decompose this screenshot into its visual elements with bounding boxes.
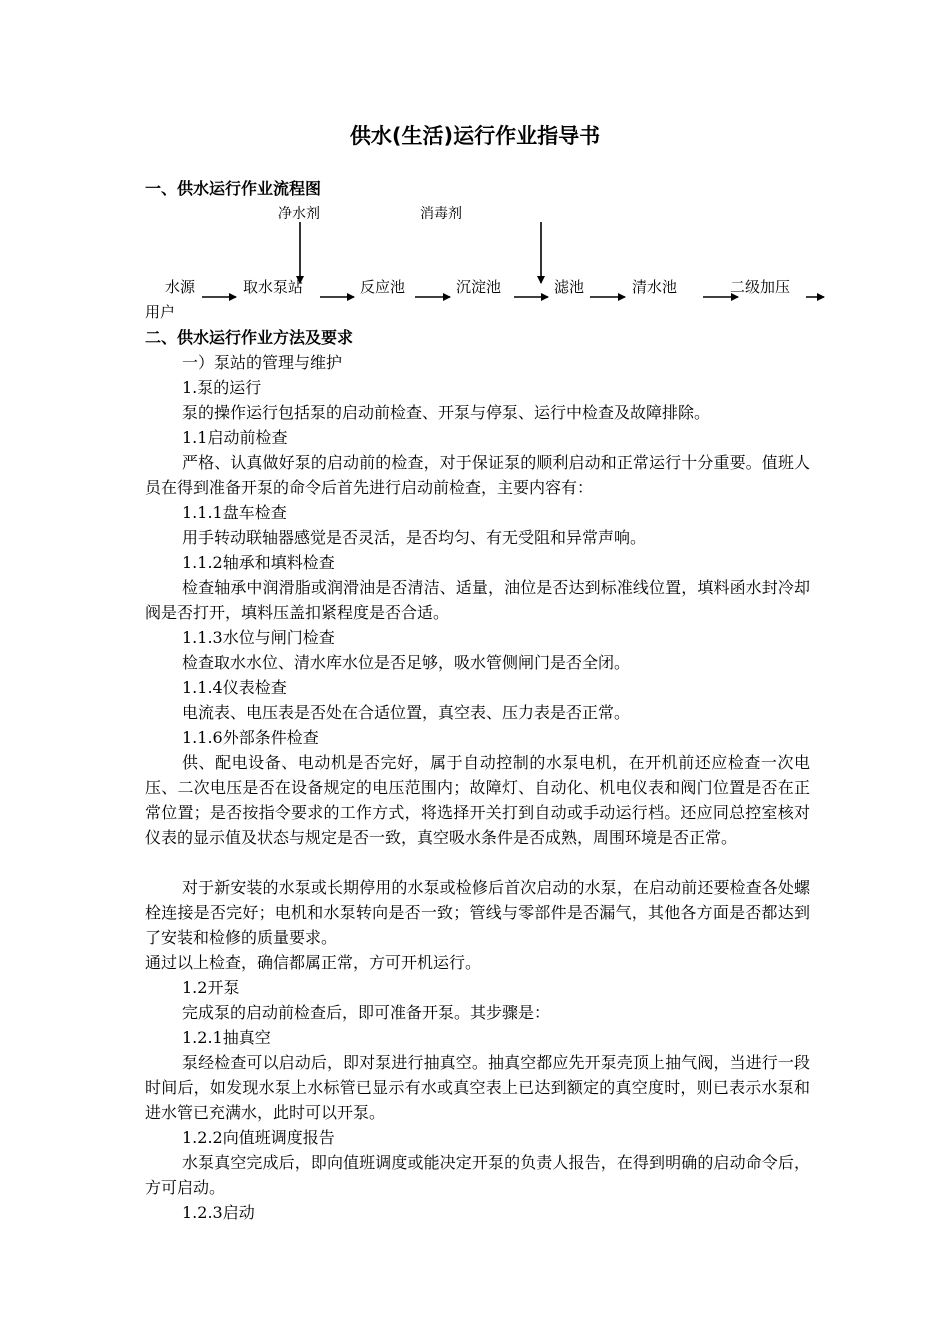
flow-step-filter: 滤池 <box>554 278 585 296</box>
section-1-heading: 一、供水运行作业流程图 <box>145 179 322 198</box>
additive-label-disinfectant: 消毒剂 <box>420 206 462 222</box>
subheading: 1.泵的运行 <box>182 378 262 397</box>
paragraph: 检查取水水位、清水库水位是否足够，吸水管侧闸门是否全闭。 <box>182 653 631 672</box>
flow-step-sedimentation: 沉淀池 <box>456 278 502 296</box>
paragraph: 供、配电设备、电动机是否完好，属于自动控制的水泵电机，在开机前还应检查一次电压、二次电压是否在设备规定的电压范围内；故障灯、自动化、机电仪表和阀门位置是否在正常位置；是否按指令要求的工作方式，将选择开关打到自动或手动运行档。还应同总控室核对仪表的显示值及状态与规定是否一致，真空吸水条件是否成熟，周围环境是否正常。 <box>145 753 810 847</box>
paragraph: 检查轴承中润滑脂或润滑油是否清洁、适量，油位是否达到标准线位置，填料函水封冷却阀是否打开，填料压盖扣紧程度是否合适。 <box>145 578 810 622</box>
flow-step-water-source: 水源 <box>165 278 196 296</box>
subheading: 1.1.3水位与闸门检查 <box>182 628 335 647</box>
paragraph: 泵经检查可以启动后，即对泵进行抽真空。抽真空都应先开泵壳顶上抽气阀，当进行一段时间后，如发现水泵上水标管已显示有水或真空表上已达到额定的真空度时，则已表示水泵和进水管已充满水，此时可以开泵。 <box>145 1053 810 1122</box>
subheading: 1.1.6外部条件检查 <box>182 728 319 747</box>
document-title: 供水(生活)运行作业指导书 <box>349 124 601 148</box>
flow-step-reaction-tank: 反应池 <box>360 278 406 296</box>
paragraph: 泵的操作运行包括泵的启动前检查、开泵与停泵、运行中检查及故障排除。 <box>182 403 711 422</box>
subheading: 1.1启动前检查 <box>182 428 288 447</box>
paragraph: 对于新安装的水泵或长期停用的水泵或检修后首次启动的水泵，在启动前还要检查各处螺栓连接是否完好；电机和水泵转向是否一致；管线与零部件是否漏气，其他各方面是否都达到了安装和检修的质量要求。 <box>145 878 810 947</box>
paragraph: 通过以上检查，确信都属正常，方可开机运行。 <box>145 953 482 972</box>
subheading: 1.1.2轴承和填料检查 <box>182 553 335 572</box>
flow-arrows <box>0 0 950 320</box>
subheading: 1.2.3启动 <box>182 1203 255 1222</box>
flow-step-intake-pump: 取水泵站 <box>243 278 304 296</box>
paragraph: 水泵真空完成后，即向值班调度或能决定开泵的负责人报告，在得到明确的启动命令后，方可启动。 <box>145 1153 810 1197</box>
subheading: 1.2.1抽真空 <box>182 1028 271 1047</box>
paragraph: 严格、认真做好泵的启动前的检查，对于保证泵的顺利启动和正常运行十分重要。值班人员在得到准备开泵的命令后首先进行启动前检查，主要内容有： <box>145 453 810 497</box>
subheading: 1.1.1盘车检查 <box>182 503 287 522</box>
section-2-heading: 二、供水运行作业方法及要求 <box>145 328 354 347</box>
flow-step-user: 用户 <box>145 303 176 321</box>
subheading: 1.2开泵 <box>182 978 240 997</box>
paragraph: 用手转动联轴器感觉是否灵活，是否均匀、有无受阻和异常声响。 <box>182 528 647 547</box>
subheading: 一）泵站的管理与维护 <box>182 353 343 372</box>
paragraph: 完成泵的启动前检查后，即可准备开泵。其步骤是： <box>182 1003 551 1022</box>
flow-step-booster: 二级加压 <box>730 278 791 296</box>
subheading: 1.1.4仪表检查 <box>182 678 287 697</box>
additive-label-coagulant: 净水剂 <box>278 206 320 222</box>
flow-step-clear-water: 清水池 <box>632 278 678 296</box>
subheading: 1.2.2向值班调度报告 <box>182 1128 335 1147</box>
paragraph: 电流表、电压表是否处在合适位置，真空表、压力表是否正常。 <box>182 703 631 722</box>
